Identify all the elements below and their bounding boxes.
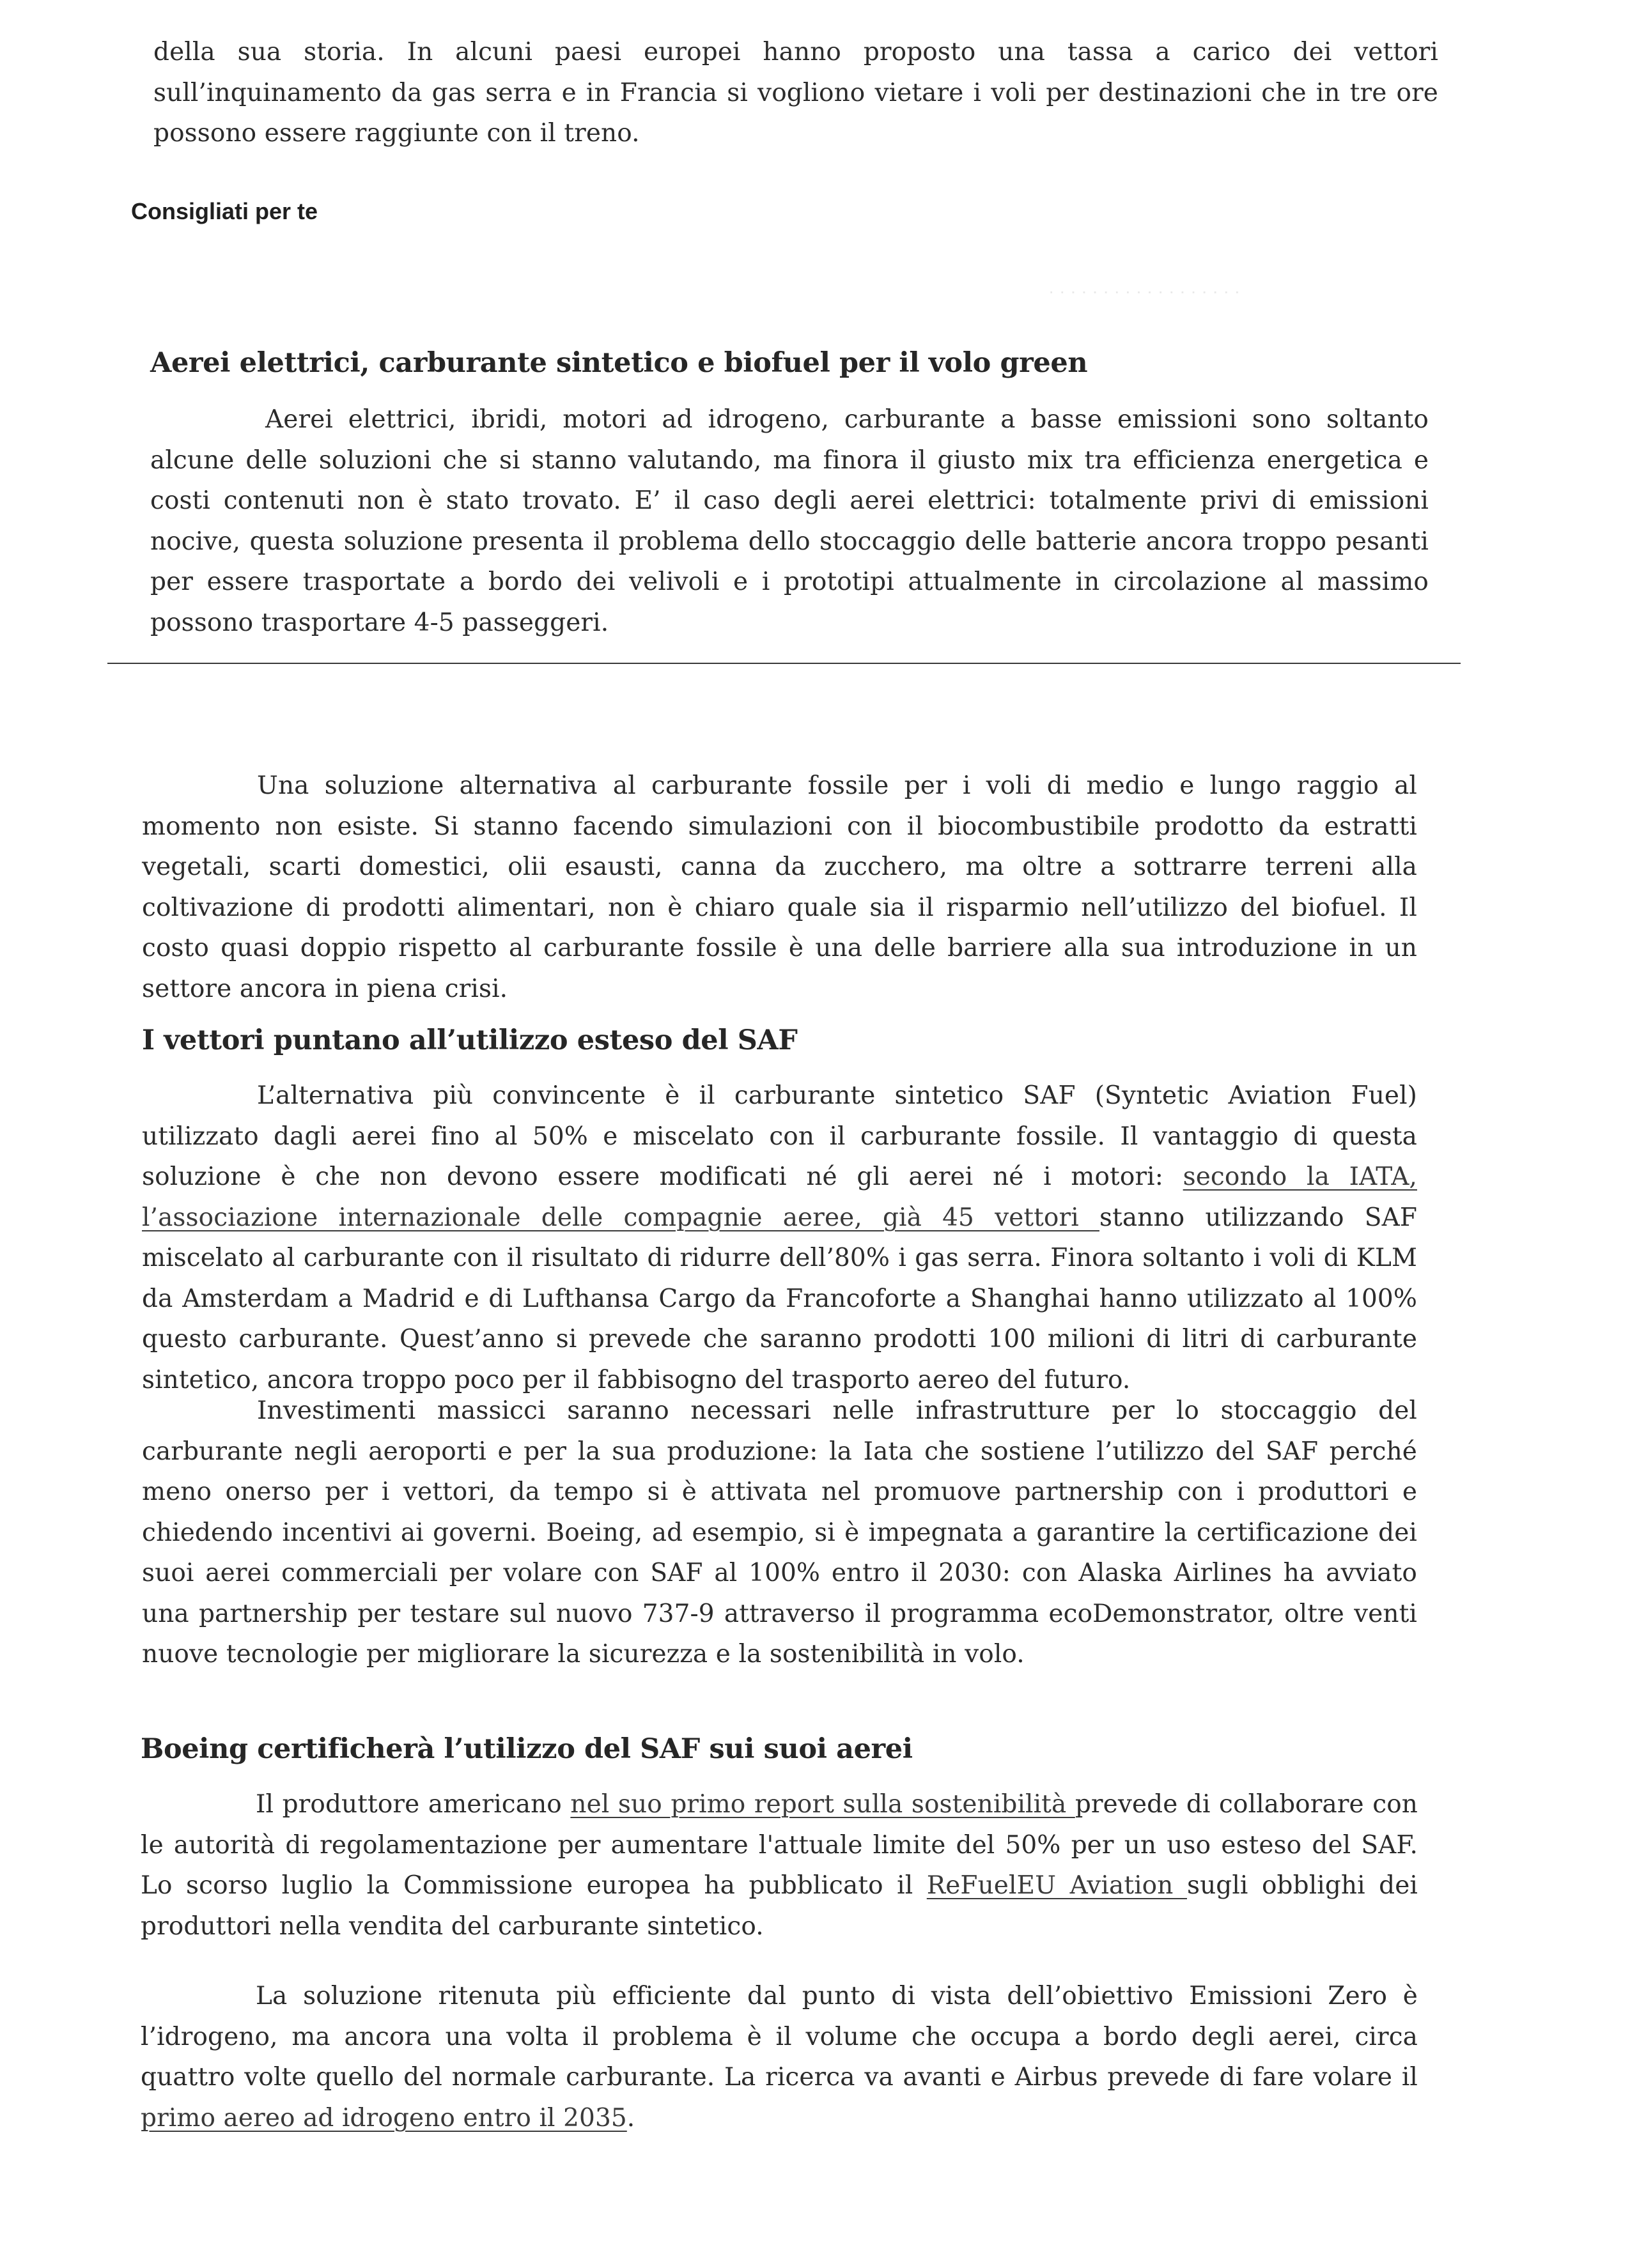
sustainability-report-link[interactable]: nel suo primo report sulla sostenibilità bbox=[570, 1790, 1075, 1819]
text-run: . bbox=[626, 2103, 635, 2133]
section-heading-saf: I vettori puntano all’utilizzo esteso del SAF bbox=[142, 1024, 798, 1056]
hydrogen-aircraft-link[interactable]: primo aereo ad idrogeno entro il 2035 bbox=[141, 2103, 627, 2133]
paragraph-alternative: Una soluzione alternativa al carburante fossile per i voli di medio e lungo raggio al momento non esiste. Si stanno facendo simulazioni con il biocombustibile prodotto da estratti vegetali, scarti domestici, olii esausti, canna da zucchero, ma oltre a sottrarre terreni alla coltivazione di prodotti alimentari, non è chiaro quale sia il risparmio nell’utilizzo del biofuel. Il costo quasi doppio rispetto al carburante fossile è una delle barriere alla sua introduzione in un settore ancora in piena crisi. bbox=[142, 771, 1417, 1003]
section-divider bbox=[107, 663, 1461, 664]
section-green-body: Aerei elettrici, ibridi, motori ad idrogeno, carburante a basse emissioni sono soltanto alcune delle soluzioni che si stanno valutando, ma finora il giusto mix tra efficienza energetica e costi contenuti non è stato trovato. E’ il caso degli aerei elettrici: totalmente privi di emissioni nocive, questa soluzione presenta il problema dello stoccaggio delle batterie ancora troppo pesanti per essere trasportate a bordo dei velivoli e i prototipi attualmente in circolazione al massimo possono trasportare 4-5 passeggeri. bbox=[150, 405, 1429, 637]
section-boeing-paragraph-2 bbox=[141, 1976, 1418, 2138]
text-run: Il produttore americano bbox=[256, 1790, 571, 1819]
section-saf-paragraph-1 bbox=[142, 1076, 1417, 1400]
text-run: sugli obblighi dei produttori nella vendita del carburante sintetico. bbox=[141, 1871, 1418, 1941]
text-run: La soluzione ritenuta più efficiente dal punto di vista dell’obiettivo Emissioni Zero è l’idrogeno, ma ancora una volta il problema è il volume che occupa a bordo degli aerei, circa quattro volte quello del normale carburante. La ricerca va avanti e Airbus prevede di fare volare il bbox=[141, 1982, 1418, 2092]
text-run: prevede di collaborare con le autorità di regolamentazione per aumentare l'attuale limite del 50% per un uso esteso del SAF. Lo scorso luglio la Commissione europea ha pubblicato il bbox=[141, 1790, 1418, 1900]
intro-paragraph: della sua storia. In alcuni paesi europei hanno proposto una tassa a carico dei vettori sull’inquinamento da gas serra e in Francia si vogliono vietare i voli per destinazioni che in tre ore possono essere raggiunte con il treno. bbox=[153, 38, 1438, 148]
text-run: L’alternativa più convincente è il carburante sintetico SAF (Syntetic Aviation Fuel) utilizzato dagli aerei fino al 50% e miscelato con il carburante fossile. Il vantaggio di questa soluzione è che non devono essere modificati né gli aerei né i motori: bbox=[142, 1081, 1417, 1191]
section-boeing-paragraph-1 bbox=[141, 1784, 1418, 1947]
ghost-text: · · · · · · · · · · · · · · · · · · bbox=[1048, 281, 1241, 301]
section-saf-paragraph-2: Investimenti massicci saranno necessari nelle infrastrutture per lo stoccaggio del carburante negli aeroporti e per la sua produzione: la Iata che sostiene l’utilizzo del SAF perché meno onerso per i vettori, da tempo si è attivata nel promuove partnership con i produttori e chiedendo incentivi ai governi. Boeing, ad esempio, si è impegnata a garantire la certificazione dei suoi aerei commerciali per volare con SAF al 100% entro il 2030: con Alaska Airlines ha avviato una partnership per testare sul nuovo 737-9 attraverso il programma ecoDemonstrator, oltre venti nuove tecnologie per migliorare la sicurezza e la sostenibilità in volo. bbox=[142, 1396, 1417, 1669]
section-heading-boeing: Boeing certificherà l’utilizzo del SAF sui suoi aerei bbox=[141, 1733, 913, 1765]
iata-link[interactable]: secondo la IATA, l’associazione internazionale delle compagnie aeree, già 45 vettori bbox=[142, 1162, 1417, 1232]
refueleu-link[interactable]: ReFuelEU Aviation bbox=[926, 1871, 1187, 1900]
section-heading-green: Aerei elettrici, carburante sintetico e biofuel per il volo green bbox=[150, 347, 1088, 379]
text-run: stanno utilizzando SAF miscelato al carburante con il risultato di ridurre dell’80% i gas serra. Finora soltanto i voli di KLM da Amsterdam a Madrid e di Lufthansa Cargo da Francoforte a Shanghai hanno utilizzato al 100% questo carburante. Quest’anno si prevede che saranno prodotti 100 milioni di litri di carburante sintetico, ancora troppo poco per il fabbisogno del trasporto aereo del futuro. bbox=[142, 1203, 1417, 1394]
recommended-title: Consigliati per te bbox=[131, 198, 318, 224]
